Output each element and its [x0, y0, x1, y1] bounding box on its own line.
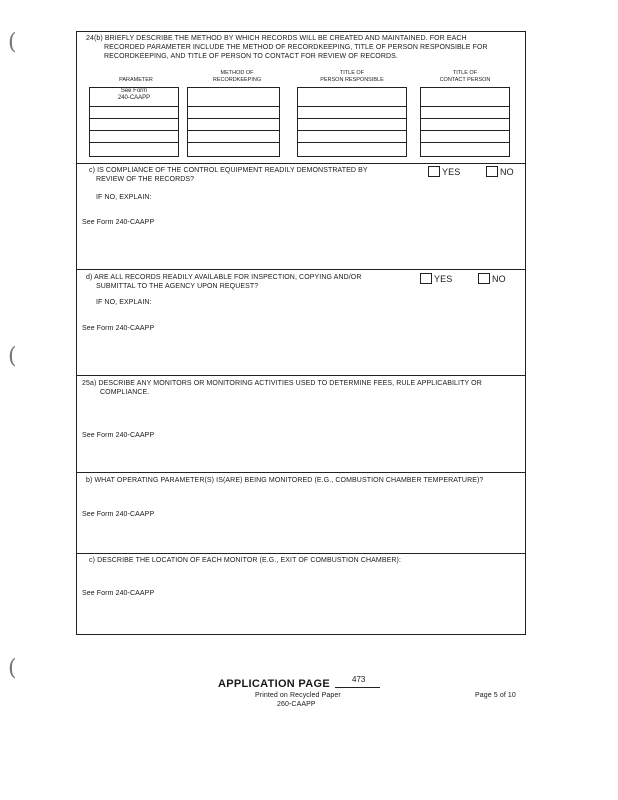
- q25a-line-2: COMPLIANCE.: [100, 389, 150, 396]
- binder-mark-bottom: (: [8, 656, 17, 681]
- divider-24b: [76, 163, 525, 164]
- application-page-label: APPLICATION PAGE: [218, 678, 330, 690]
- col-header-parameter: PARAMETER: [119, 77, 153, 83]
- binder-mark-middle: (: [8, 344, 17, 369]
- q24b-line-2: RECORDED PARAMETER INCLUDE THE METHOD OF RECORDKEEPING, TITLE OF PERSON RESPONSIBLE FOR: [104, 44, 488, 51]
- q24d-if-no: IF NO, EXPLAIN:: [96, 299, 152, 306]
- q24d-yes-label: YES: [434, 274, 453, 284]
- q24d-yes-checkbox[interactable]: [420, 273, 432, 284]
- q24d-answer: See Form 240-CAAPP: [82, 325, 155, 332]
- page-number-underline: [335, 687, 380, 688]
- q24d-no-label: NO: [492, 274, 506, 284]
- form-left-border: [76, 31, 77, 635]
- form-bottom-border: [76, 634, 525, 635]
- divider-24d: [76, 375, 525, 376]
- q24c-no-checkbox[interactable]: [486, 166, 498, 177]
- parameter-first-cell: See Form 240-CAAPP: [117, 88, 151, 101]
- q25b-answer: See Form 240-CAAPP: [82, 511, 155, 518]
- form-right-border: [525, 31, 526, 635]
- col-header-title-responsible: TITLE OF PERSON RESPONSIBLE: [320, 70, 384, 83]
- q24c-yes-checkbox[interactable]: [428, 166, 440, 177]
- q25b-text: b) WHAT OPERATING PARAMETER(S) IS(ARE) BEING MONITORED (E.G., COMBUSTION CHAMBER TEMPERATURE)?: [86, 477, 484, 484]
- q24b-line-3: RECORDKEEPING, AND TITLE OF PERSON TO CONTACT FOR REVIEW OF RECORDS.: [104, 53, 398, 60]
- col-header-title-contact: TITLE OF CONTACT PERSON: [439, 70, 491, 83]
- method-column-grid: [187, 87, 280, 157]
- q25c-text: c) DESCRIBE THE LOCATION OF EACH MONITOR (E.G., EXIT OF COMBUSTION CHAMBER):: [89, 557, 401, 564]
- divider-24c: [76, 269, 525, 270]
- col-header-method: METHOD OF RECORDKEEPING: [212, 70, 262, 83]
- printed-note: Printed on Recycled Paper: [255, 692, 341, 699]
- q24d-line-2: SUBMITTAL TO THE AGENCY UPON REQUEST?: [96, 283, 259, 290]
- form-number: 260-CAAPP: [277, 701, 316, 708]
- binder-mark-top: (: [8, 30, 17, 55]
- responsible-column-grid: [297, 87, 407, 157]
- q25a-line-1: 25a) DESCRIBE ANY MONITORS OR MONITORING ACTIVITIES USED TO DETERMINE FEES, RULE APPLICABILITY OR: [82, 380, 482, 387]
- contact-column-grid: [420, 87, 510, 157]
- page-of-label: Page 5 of 10: [475, 692, 516, 699]
- q24c-no-label: NO: [500, 167, 514, 177]
- application-page-number: 473: [352, 675, 366, 684]
- form-top-border: [76, 31, 525, 32]
- q25c-answer: See Form 240-CAAPP: [82, 590, 155, 597]
- q24c-line-2: REVIEW OF THE RECORDS?: [96, 176, 195, 183]
- q24d-no-checkbox[interactable]: [478, 273, 490, 284]
- q25a-answer: See Form 240-CAAPP: [82, 432, 155, 439]
- q24c-if-no: IF NO, EXPLAIN:: [96, 194, 152, 201]
- q24c-answer: See Form 240-CAAPP: [82, 219, 155, 226]
- q24c-yes-label: YES: [442, 167, 461, 177]
- divider-25a: [76, 472, 525, 473]
- q24d-line-1: d) ARE ALL RECORDS READILY AVAILABLE FOR INSPECTION, COPYING AND/OR: [86, 274, 362, 281]
- q24c-line-1: c) IS COMPLIANCE OF THE CONTROL EQUIPMENT READILY DEMONSTRATED BY: [89, 167, 368, 174]
- divider-25b: [76, 553, 525, 554]
- q24b-line-1: 24(b) BRIEFLY DESCRIBE THE METHOD BY WHICH RECORDS WILL BE CREATED AND MAINTAINED. FOR EACH: [86, 35, 467, 42]
